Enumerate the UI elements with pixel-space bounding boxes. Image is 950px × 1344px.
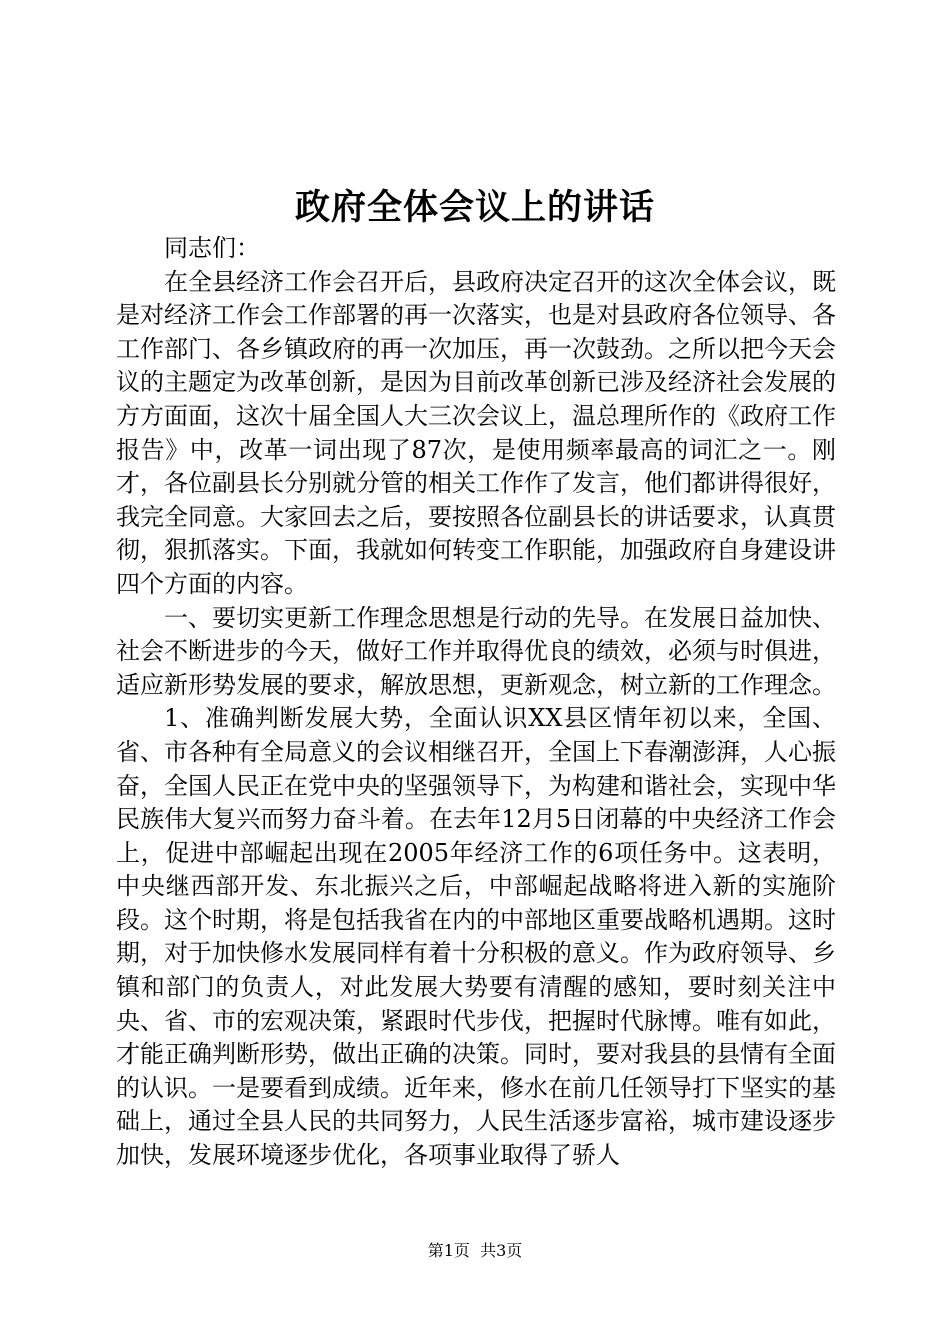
page-number-current: 第1页 (427, 1241, 470, 1260)
page-footer (0, 1240, 950, 1262)
paragraph-greeting: 同志们： (164, 234, 260, 262)
paragraph-point-one: 1、准确判断发展大势，全面认识XX县区情年初以来，全国、省、市各种有全局意义的会议相继召开，全国上下春潮澎湃，人心振奋，全国人民正在党中央的坚强领导下，为构建和谐社会，实现中华民族伟大复兴而努力奋斗着。在去年12月5日闭幕的中央经济工作会上，促进中部崛起出现在2005年经济工作的6项任务中。这表明，中央继西部开发、东北振兴之后，中部崛起战略将进入新的实施阶段。这个时期，将是包括我省在内的中部地区重要战略机遇期。这时期，对于加快修水发展同样有着十分积极的意义。作为政府领导、乡镇和部门的负责人，对此发展大势要有清醒的感知，要时刻关注中央、省、市的宏观决策，紧跟时代步伐，把握时代脉博。唯有如此，才能正确判断形势，做出正确的决策。同时，要对我县的县情有全面的认识。一是要看到成绩。近年来，修水在前几任领导打下坚实的基础上，通过全县人民的共同努力，人民生活逐步富裕，城市建设逐步加快，发展环境逐步优化，各项事业取得了骄人 (116, 704, 836, 1170)
paragraph-intro: 在全县经济工作会召开后，县政府决定召开的这次全体会议，既是对经济工作会工作部署的再一次落实，也是对县政府各位领导、各工作部门、各乡镇政府的再一次加压，再一次鼓劲。之所以把今天会议的主题定为改革创新，是因为目前改革创新已涉及经济社会发展的方方面面，这次十届全国人大三次会议上，温总理所作的《政府工作报告》中，改革一词出现了87次，是使用频率最高的词汇之一。刚才，各位副县长分别就分管的相关工作作了发言，他们都讲得很好，我完全同意。大家回去之后，要按照各位副县长的讲话要求，认真贯彻，狠抓落实。下面，我就如何转变工作职能，加强政府自身建设讲四个方面的内容。 (116, 267, 836, 598)
document-title: 政府全体会议上的讲话 (294, 187, 655, 228)
document-body (116, 232, 836, 1173)
paragraph-section-one: 一、要切实更新工作理念思想是行动的先导。在发展日益加快、社会不断进步的今天，做好工作并取得优良的绩效，必须与时俱进，适应新形势发展的要求，解放思想，更新观念，树立新的工作理念。 (116, 603, 836, 699)
page-number-separator (470, 1241, 480, 1260)
page-number-total: 共3页 (480, 1241, 523, 1260)
